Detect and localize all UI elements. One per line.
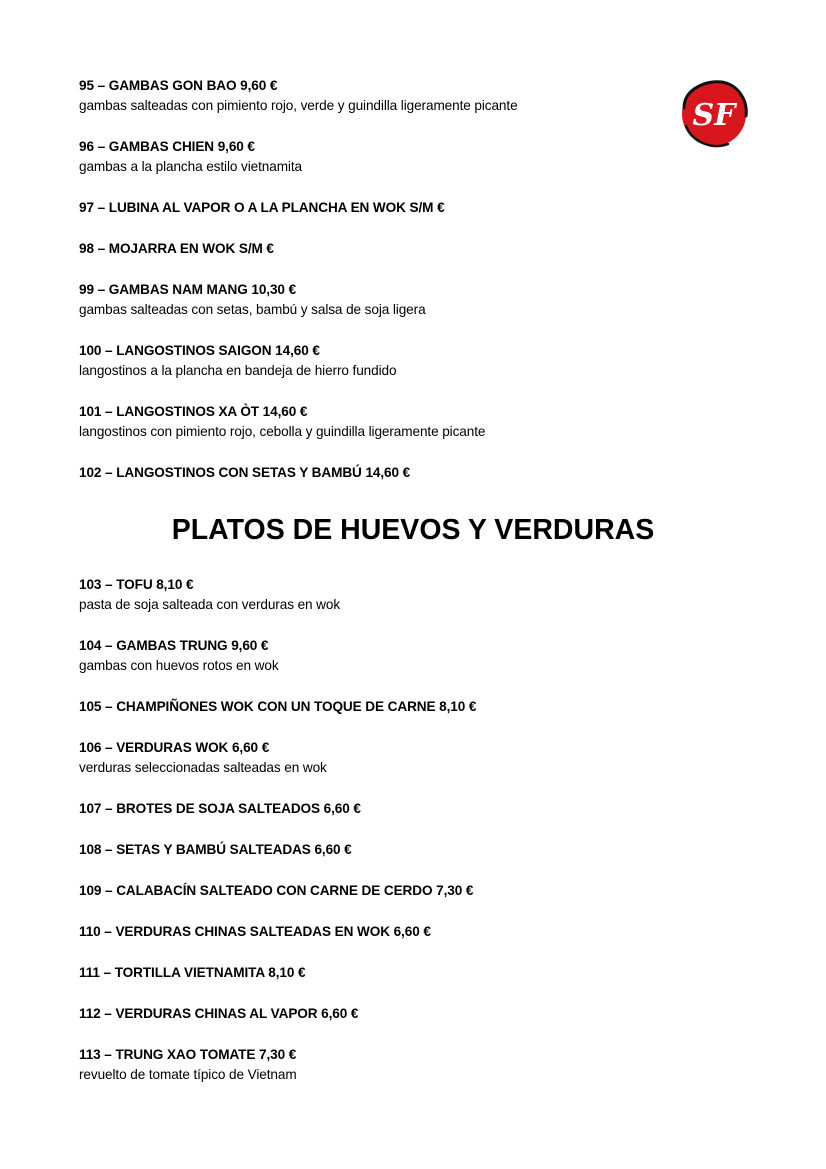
menu-item-description: gambas con huevos rotos en wok <box>79 658 279 673</box>
menu-item-description: langostinos con pimiento rojo, cebolla y guindilla ligeramente picante <box>79 424 486 439</box>
menu-item <box>79 575 759 636</box>
menu-item-title: 105 – CHAMPIÑONES WOK CON UN TOQUE DE CARNE 8,10 € <box>79 699 477 714</box>
menu-item-description: pasta de soja salteada con verduras en wok <box>79 597 341 612</box>
menu-item <box>79 922 759 963</box>
menu-item <box>79 402 759 463</box>
menu-item-title: 98 – MOJARRA EN WOK S/M € <box>79 241 274 256</box>
menu-item-title: 100 – LANGOSTINOS SAIGON 14,60 € <box>79 343 320 358</box>
menu-item <box>79 738 759 799</box>
menu-item-description: gambas salteadas con setas, bambú y salsa de soja ligera <box>79 302 426 317</box>
eggs-vegetables-section <box>79 575 759 1085</box>
menu-item <box>79 239 759 280</box>
menu-item-title: 99 – GAMBAS NAM MANG 10,30 € <box>79 282 297 297</box>
menu-item-title: 110 – VERDURAS CHINAS SALTEADAS EN WOK 6,60 € <box>79 924 431 939</box>
menu-item <box>79 963 759 1004</box>
menu-item <box>79 1045 759 1085</box>
menu-item <box>79 198 759 239</box>
seafood-section <box>79 76 759 483</box>
menu-item-title: 106 – VERDURAS WOK 6,60 € <box>79 740 270 755</box>
menu-item-title: 113 – TRUNG XAO TOMATE 7,30 € <box>79 1047 297 1062</box>
menu-item-description: revuelto de tomate típico de Vietnam <box>79 1067 297 1082</box>
menu-item-description: gambas salteadas con pimiento rojo, verde y guindilla ligeramente picante <box>79 98 518 113</box>
menu-item-title: 109 – CALABACÍN SALTEADO CON CARNE DE CERDO 7,30 € <box>79 883 474 898</box>
menu-item <box>79 636 759 697</box>
menu-item-title: 111 – TORTILLA VIETNAMITA 8,10 € <box>79 965 306 980</box>
menu-item-title: 101 – LANGOSTINOS XA ÒT 14,60 € <box>79 404 308 419</box>
menu-item <box>79 463 759 483</box>
menu-item-title: 96 – GAMBAS CHIEN 9,60 € <box>79 139 255 154</box>
menu-item <box>79 1004 759 1045</box>
menu-item-title: 102 – LANGOSTINOS CON SETAS Y BAMBÚ 14,60 € <box>79 465 411 480</box>
menu-item <box>79 341 759 402</box>
menu-item-title: 97 – LUBINA AL VAPOR O A LA PLANCHA EN WOK S/M € <box>79 200 445 215</box>
menu-item-title: 103 – TOFU 8,10 € <box>79 577 194 592</box>
menu-item-title: 108 – SETAS Y BAMBÚ SALTEADAS 6,60 € <box>79 842 352 857</box>
menu-item-title: 107 – BROTES DE SOJA SALTEADOS 6,60 € <box>79 801 361 816</box>
logo-text: SF <box>692 98 736 133</box>
menu-item <box>79 137 759 198</box>
menu-item-title: 104 – GAMBAS TRUNG 9,60 € <box>79 638 269 653</box>
menu-item <box>79 840 759 881</box>
menu-item-description: verduras seleccionadas salteadas en wok <box>79 760 327 775</box>
section-heading: PLATOS DE HUEVOS Y VERDURAS <box>171 514 655 546</box>
menu-item <box>79 799 759 840</box>
menu-item-title: 95 – GAMBAS GON BAO 9,60 € <box>79 78 278 93</box>
menu-item <box>79 76 759 137</box>
menu-item-description: langostinos a la plancha en bandeja de hierro fundido <box>79 363 397 378</box>
menu-item-description: gambas a la plancha estilo vietnamita <box>79 159 302 174</box>
menu-item <box>79 280 759 341</box>
menu-item <box>79 697 759 738</box>
menu-item <box>79 881 759 922</box>
menu-item-title: 112 – VERDURAS CHINAS AL VAPOR 6,60 € <box>79 1006 359 1021</box>
